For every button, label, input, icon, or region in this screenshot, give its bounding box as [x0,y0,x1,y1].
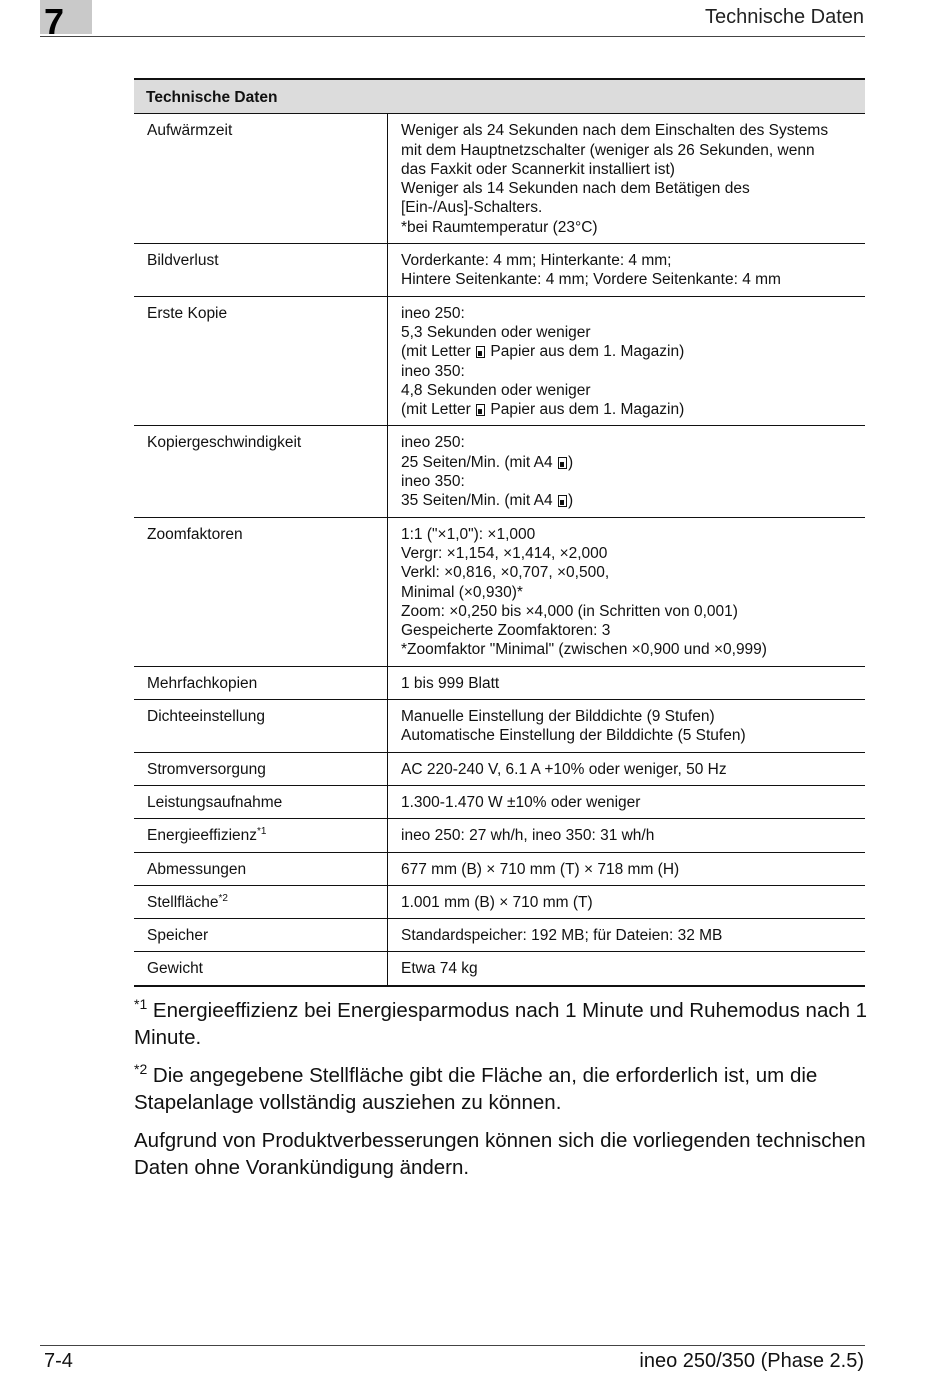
spec-label-cell [134,852,388,885]
spec-value-line: ineo 350: [401,362,465,380]
footer-model: ineo 250/350 (Phase 2.5) [639,1350,864,1372]
spec-value-line [401,453,853,472]
spec-value-line: 5,3 Sekunden oder weniger [401,323,591,341]
spec-label-cell [134,919,388,952]
spec-table [134,78,865,987]
spec-value-line: Vergr: ×1,154, ×1,414, ×2,000 [401,544,608,562]
spec-value-text: Papier aus dem 1. Magazin) [486,343,685,361]
table-row [134,885,865,918]
spec-label-cell [134,819,388,852]
footnote-marker: *2 [134,1061,148,1078]
spec-value-line: ineo 250: 27 wh/h, ineo 350: 31 wh/h [401,827,655,845]
spec-value-line: Vorderkante: 4 mm; Hinterkante: 4 mm; [401,252,672,270]
spec-value-line: Weniger als 24 Sekunden nach dem Einschalten des Systems [401,122,829,140]
spec-value-line: 1:1 ("×1,0"): ×1,000 [401,525,536,543]
spec-value-text: ) [567,453,574,471]
spec-label-cell [134,517,388,666]
spec-value-line: Automatische Einstellung der Bilddichte (5 Stufen) [401,727,746,745]
spec-value-cell [388,819,866,852]
spec-value-line: Hintere Seitenkante: 4 mm; Vordere Seitenkante: 4 mm [401,271,781,289]
table-row [134,819,865,852]
spec-label: Aufwärmzeit [147,122,233,140]
spec-value-cell [388,752,866,785]
spec-value-line: das Faxkit oder Scannerkit installiert ist) [401,160,675,178]
spec-value-line: AC 220-240 V, 6.1 A +10% oder weniger, 50 Hz [401,760,727,778]
spec-value-text: 25 Seiten/Min. (mit A4 [401,453,557,471]
footnote-marker: *1 [257,826,267,838]
spec-value-line: *bei Raumtemperatur (23°C) [401,218,598,236]
footnote-text: Die angegebene Stellfläche gibt die Fläche an, die erforderlich ist, um die Stapelanlage vollständig ausziehen zu können. [134,1064,818,1114]
footnote [134,998,874,1051]
spec-value-text: (mit Letter [401,343,476,361]
footnote [134,1128,874,1181]
table-row [134,114,865,244]
page-number: 7-4 [44,1350,73,1372]
table-row [134,919,865,952]
spec-label: Energieeffizienz [147,827,258,845]
spec-label-cell [134,752,388,785]
spec-value-cell [388,666,866,699]
spec-value-line: 1.300-1.470 W ±10% oder weniger [401,793,641,811]
spec-value-cell [388,296,866,426]
spec-table-header-row [134,79,865,114]
table-row [134,700,865,753]
spec-value-line [401,400,853,419]
spec-value-cell [388,952,866,986]
spec-value-cell [388,114,866,244]
spec-value-line: Etwa 74 kg [401,960,478,978]
spec-label-cell [134,244,388,297]
spec-value-cell [388,700,866,753]
table-row [134,244,865,297]
table-row [134,785,865,818]
spec-label-cell [134,952,388,986]
spec-label: Speicher [147,927,209,945]
header-title: Technische Daten [705,6,864,28]
footnote-text: Energieeffizienz bei Energiesparmodus nach 1 Minute und Ruhemodus nach 1 Minute. [134,999,868,1049]
table-row [134,852,865,885]
spec-value-line: mit dem Hauptnetzschalter (weniger als 26 Sekunden, wenn [401,141,815,159]
table-row [134,952,865,986]
spec-value-line: Minimal (×0,930)* [401,583,523,601]
spec-label: Gewicht [147,960,203,978]
spec-value-line: 1.001 mm (B) × 710 mm (T) [401,893,593,911]
footnote [134,1063,874,1116]
spec-value-line [401,491,853,510]
spec-value-cell [388,244,866,297]
spec-label-cell [134,296,388,426]
spec-value-line [401,342,853,361]
spec-label: Erste Kopie [147,304,228,322]
table-row [134,296,865,426]
spec-table-body [134,114,865,986]
spec-value-line: ineo 350: [401,473,465,491]
table-row [134,752,865,785]
spec-value-line: 677 mm (B) × 710 mm (T) × 718 mm (H) [401,860,680,878]
spec-value-line: [Ein-/Aus]-Schalters. [401,199,543,217]
table-row [134,517,865,666]
spec-value-line: Manuelle Einstellung der Bilddichte (9 Stufen) [401,708,715,726]
spec-label-cell [134,114,388,244]
spec-value-text: (mit Letter [401,401,476,419]
spec-label-cell [134,426,388,517]
spec-value-line: ineo 250: [401,304,465,322]
spec-value-line: 4,8 Sekunden oder weniger [401,381,591,399]
spec-label: Bildverlust [147,252,219,270]
chapter-number: 7 [44,1,65,42]
footnotes [134,998,874,1193]
spec-value-cell [388,517,866,666]
spec-value-cell [388,885,866,918]
spec-label: Mehrfachkopien [147,674,258,692]
spec-value-text: 35 Seiten/Min. (mit A4 [401,492,557,510]
spec-label: Dichteeinstellung [147,708,266,726]
spec-label: Kopiergeschwindigkeit [147,434,302,452]
spec-table-heading: Technische Daten [134,79,865,114]
spec-value-cell [388,785,866,818]
spec-label: Leistungsaufnahme [147,793,283,811]
spec-value-line: *Zoomfaktor "Minimal" (zwischen ×0,900 und ×0,999) [401,641,767,659]
spec-label-cell [134,785,388,818]
footnote-text: Aufgrund von Produktverbesserungen können sich die vorliegenden technischen Daten ohne Vorankündigung ändern. [134,1129,866,1179]
spec-value-cell [388,426,866,517]
spec-value-line: Gespeicherte Zoomfaktoren: 3 [401,622,611,640]
paper-orientation-icon [476,404,485,416]
header-divider [40,36,865,37]
footer-divider [40,1345,865,1346]
spec-value-line: ineo 250: [401,434,465,452]
spec-value-cell [388,852,866,885]
paper-orientation-icon [558,495,567,507]
spec-label: Abmessungen [147,860,247,878]
spec-value-text: Papier aus dem 1. Magazin) [486,401,685,419]
spec-value-cell [388,919,866,952]
paper-orientation-icon [476,346,485,358]
spec-label: Stellfläche [147,893,219,911]
paper-orientation-icon [558,457,567,469]
spec-label-cell [134,700,388,753]
footnote-marker: *2 [218,892,228,904]
spec-value-line: 1 bis 999 Blatt [401,674,500,692]
spec-value-line: Verkl: ×0,816, ×0,707, ×0,500, [401,564,610,582]
spec-value-line: Zoom: ×0,250 bis ×4,000 (in Schritten von 0,001) [401,602,738,620]
spec-label-cell [134,666,388,699]
spec-value-text: ) [567,492,574,510]
table-row [134,666,865,699]
spec-value-line: Weniger als 14 Sekunden nach dem Betätigen des [401,180,750,198]
spec-value-line: Standardspeicher: 192 MB; für Dateien: 32 MB [401,927,723,945]
spec-label: Zoomfaktoren [147,525,243,543]
spec-label: Stromversorgung [147,760,266,778]
footnote-marker: *1 [134,996,148,1013]
table-row [134,426,865,517]
spec-label-cell [134,885,388,918]
